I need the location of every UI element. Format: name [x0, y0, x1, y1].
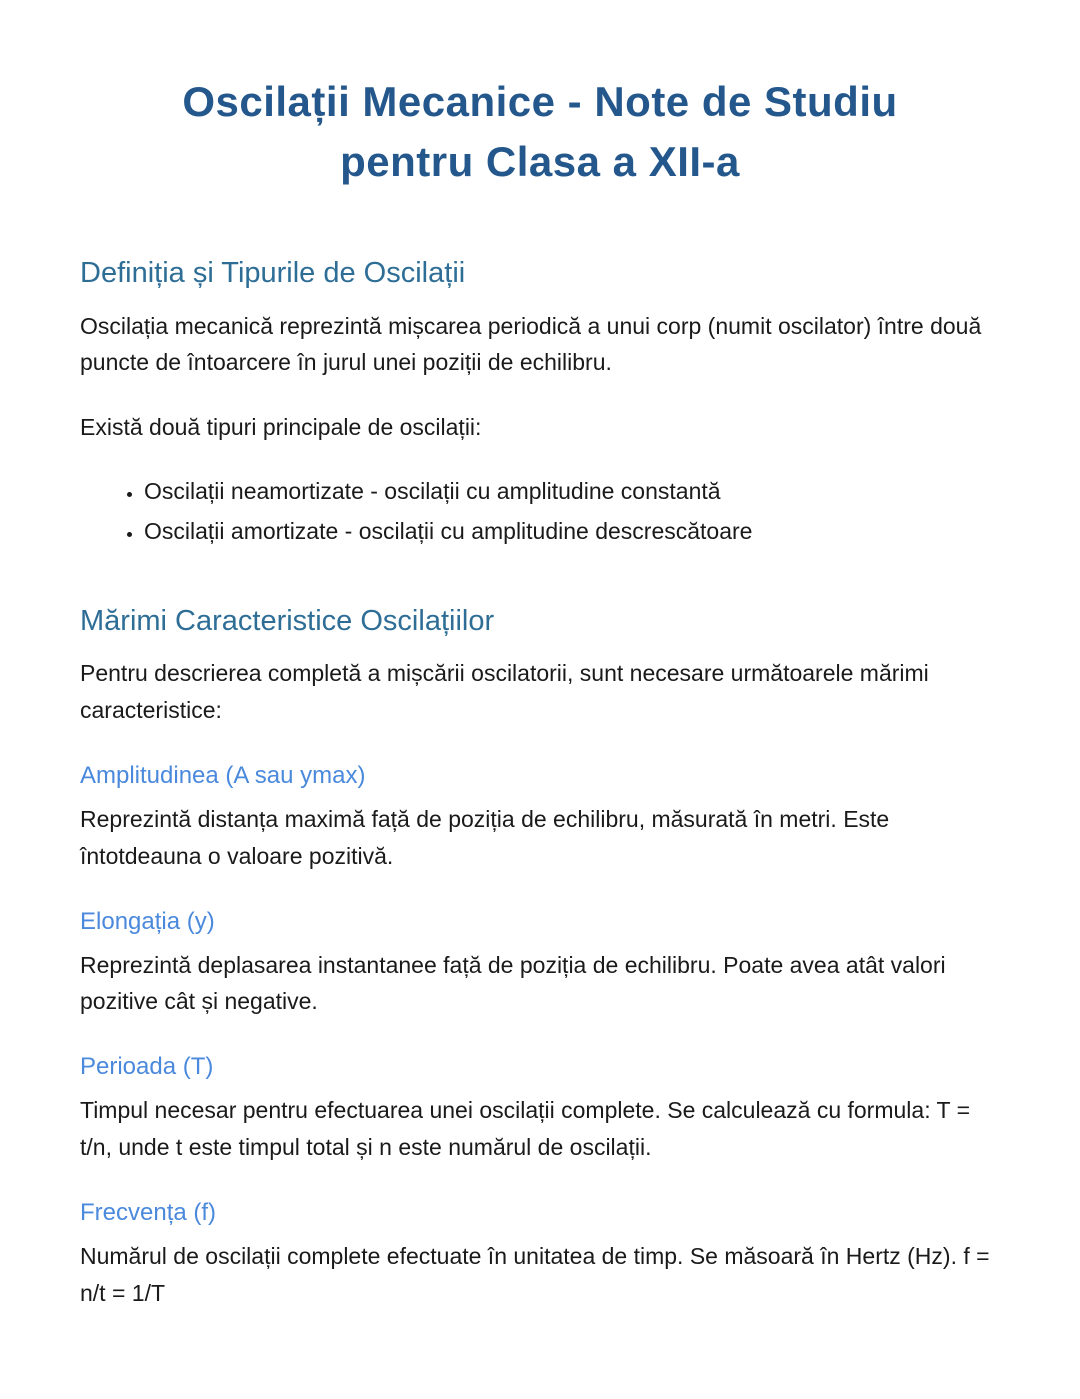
page-title-line1: Oscilații Mecanice - Note de Studiu [182, 78, 898, 125]
subsection-heading-frecventa: Frecvența (f) [80, 1198, 217, 1226]
page-title [80, 72, 1000, 191]
section-heading-definitia: Definiția și Tipurile de Oscilații [80, 257, 466, 290]
paragraph-perioada: Timpul necesar pentru efectuarea unei oscilații complete. Se calculează cu formula: T = t/n, unde t este timpul total și n este numărul de oscilații. [80, 1097, 971, 1160]
bullet-item: • Oscilații neamortizate - oscilații cu amplitudine constantă [144, 474, 1000, 510]
subsection-heading-perioada: Perioada (T) [80, 1053, 214, 1081]
page-title-line2: pentru Clasa a XII-a [340, 137, 740, 185]
oscillation-types-list [80, 474, 1000, 549]
paragraph-marimi-intro: Pentru descrierea completă a mișcării oscilatorii, sunt necesare următoarele mărimi caracteristice: [80, 660, 929, 724]
bullet-item: • Oscilații amortizate - oscilații cu amplitudine descrescătoare [144, 514, 1000, 550]
paragraph-definition: Oscilația mecanică reprezintă mișcarea periodică a unui corp (numit oscilator) între două puncte de întoarcere în jurul unei poziții de echilibru. [80, 312, 982, 376]
paragraph-types-intro: Există două tipuri principale de oscilații: [80, 414, 482, 441]
subsection-heading-elongatia: Elongația (y) [80, 907, 215, 935]
paragraph-elongatia: Reprezintă deplasarea instantanee față de poziția de echilibru. Poate avea atât valori pozitive cât și negative. [80, 951, 946, 1015]
subsection-heading-amplitudinea: Amplitudinea (A sau ymax) [80, 762, 366, 790]
paragraph-amplitudinea: Reprezintă distanța maximă față de poziția de echilibru, măsurată în metri. Este întotdeauna o valoare pozitivă. [80, 806, 890, 869]
paragraph-frecventa: Numărul de oscilații complete efectuate în unitatea de timp. Se măsoară în Hertz (Hz). f = n/t = 1/T [80, 1242, 990, 1306]
section-heading-marimi: Mărimi Caracteristice Oscilațiilor [80, 605, 495, 638]
